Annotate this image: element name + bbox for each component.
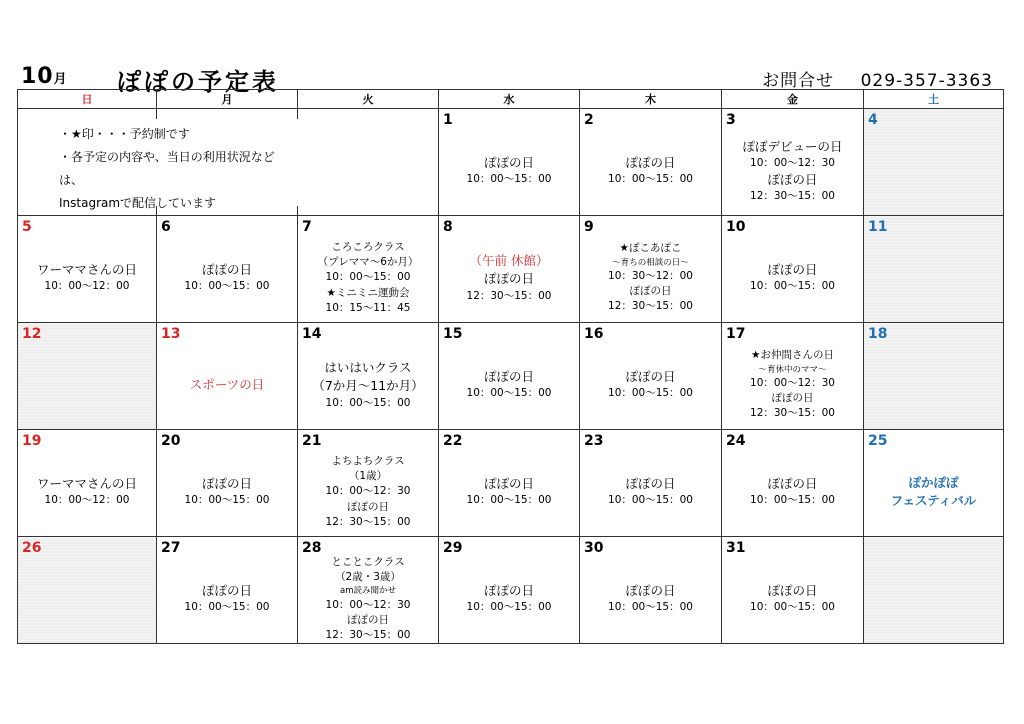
day-number: 4 (868, 112, 878, 128)
day-events (722, 345, 863, 425)
day-number: 22 (443, 433, 463, 449)
event-line: ～育休中のママ～ (758, 364, 827, 375)
event-line: ぽぽの日 (483, 271, 534, 287)
event-line: ワーママさんの日 (36, 476, 137, 492)
event-line: 12：30～15：00 (325, 515, 411, 528)
day-number: 20 (161, 433, 181, 449)
day-number: 6 (161, 219, 171, 235)
event-line: ★お仲間さんの日 (751, 349, 834, 362)
day-cell (18, 430, 157, 537)
event-line: 10：00～15：00 (750, 494, 835, 507)
event-line: 10：00～15：00 (184, 280, 270, 293)
day-cell (157, 216, 298, 323)
day-events (439, 452, 579, 532)
day-events (439, 559, 579, 639)
day-cell (722, 323, 864, 430)
day-number: 26 (22, 540, 42, 556)
notice-line: Instagramで配信しています (59, 196, 217, 210)
event-line: ぽぽの日 (625, 476, 676, 492)
event-line: ぽぽの日 (347, 613, 389, 626)
event-line: ぽぽの日 (483, 476, 534, 492)
day-events (439, 345, 579, 425)
event-line: 12：30～15：00 (750, 190, 835, 203)
event-line: とことこクラス (331, 555, 405, 568)
day-cell (722, 537, 864, 644)
day-number: 19 (22, 433, 42, 449)
event-line: ぽぽの日 (201, 583, 252, 599)
day-events (722, 452, 863, 532)
event-line: 10：00～15：00 (750, 280, 835, 293)
event-line: 10：00～15：00 (466, 173, 552, 186)
event-line: 10：00～15：00 (466, 387, 552, 400)
week-row (18, 430, 1004, 537)
event-line: ぽぽの日 (625, 583, 676, 599)
day-cell (157, 323, 298, 430)
day-cell (864, 537, 1004, 644)
day-number: 10 (726, 219, 746, 235)
event-line: （7か月～11か月） (312, 378, 424, 394)
day-cell (298, 430, 439, 537)
event-line: ぽぽの日 (483, 583, 534, 599)
day-cell (18, 216, 157, 323)
week-row (18, 537, 1004, 644)
weekday-header-row (18, 90, 1004, 109)
event-line: はいはいクラス (324, 360, 412, 376)
weekday-sat: 土 (864, 90, 1004, 109)
event-line: ぽぽの日 (625, 369, 676, 385)
day-events (580, 238, 721, 318)
day-cell (864, 109, 1004, 216)
day-cell (864, 430, 1004, 537)
day-events (157, 559, 297, 639)
day-number: 23 (584, 433, 604, 449)
day-events (580, 452, 721, 532)
contact-info (742, 66, 993, 91)
event-line: ぽぽの日 (483, 155, 534, 171)
event-line: ぽぽの日 (201, 476, 252, 492)
day-events (157, 238, 297, 318)
weekday-wed: 水 (439, 90, 580, 109)
day-events (580, 131, 721, 211)
day-number: 1 (443, 112, 453, 128)
day-events (157, 345, 297, 425)
day-cell (439, 216, 580, 323)
day-number: 31 (726, 540, 746, 556)
event-line: ぽかぽぽ (908, 474, 959, 490)
event-line: ぽぽの日 (767, 262, 818, 278)
day-events (298, 555, 438, 641)
contact-label: お問合せ (762, 71, 835, 91)
event-line: （プレママ～6か月） (317, 256, 419, 269)
day-number: 5 (22, 219, 32, 235)
day-cell (439, 537, 580, 644)
event-line: 10：00～15：00 (325, 271, 411, 284)
day-cell (580, 109, 722, 216)
event-line: （1歳） (348, 470, 388, 483)
day-cell (157, 430, 298, 537)
event-line: 10：00～15：00 (608, 601, 693, 614)
event-line: 10：00～15：00 (750, 601, 835, 614)
day-events (298, 345, 438, 425)
month-label (21, 64, 68, 89)
event-line: ★ぽこあぽこ (619, 242, 682, 255)
page-title: ぽぽの予定表 (117, 68, 279, 96)
event-line: 10：00～15：00 (184, 494, 270, 507)
event-line: ぽぽデビューの日 (742, 138, 843, 154)
day-number: 7 (302, 219, 312, 235)
event-line: 10：15～11：45 (325, 301, 411, 314)
day-cell (298, 109, 439, 216)
event-line: ころころクラス (331, 240, 405, 253)
day-cell (298, 216, 439, 323)
day-cell (157, 537, 298, 644)
day-events (439, 238, 579, 318)
event-line: ぽぽの日 (629, 285, 672, 298)
event-line: （2歳・3歳） (335, 571, 401, 584)
event-line: ぽぽの日 (347, 500, 389, 513)
day-number: 29 (443, 540, 463, 556)
day-cell (439, 109, 580, 216)
weekday-sun: 日 (18, 90, 157, 109)
event-line: 10：00～15：00 (466, 494, 552, 507)
event-line: am読み聞かせ (340, 586, 396, 597)
event-line: 12：30～15：00 (750, 407, 835, 420)
day-number: 15 (443, 326, 463, 342)
event-line: よちよちクラス (331, 454, 405, 467)
day-number: 12 (22, 326, 42, 342)
event-line: 10：00～12：00 (44, 494, 130, 507)
event-line: ぽぽの日 (767, 583, 818, 599)
day-events (439, 131, 579, 211)
day-cell (580, 216, 722, 323)
day-cell (864, 323, 1004, 430)
event-line: 10：00～15：00 (608, 494, 693, 507)
weekday-mon: 月 (157, 90, 298, 109)
week-row (18, 323, 1004, 430)
event-line: 10：00～15：00 (608, 387, 693, 400)
day-events (157, 452, 297, 532)
event-line: ぽぽの日 (767, 476, 818, 492)
day-number: 13 (161, 326, 181, 342)
day-number: 16 (584, 326, 604, 342)
event-line: 10：00～12：30 (750, 376, 835, 389)
day-cell (439, 323, 580, 430)
day-cell (18, 537, 157, 644)
event-line: 12：30～15：00 (466, 289, 552, 302)
weekday-tue: 火 (298, 90, 439, 109)
day-number: 21 (302, 433, 322, 449)
day-events (722, 131, 863, 211)
day-events (18, 238, 156, 318)
event-line: ぽぽの日 (767, 172, 818, 187)
day-number: 17 (726, 326, 746, 342)
day-cell (864, 216, 1004, 323)
day-cell (722, 109, 864, 216)
notice-line: ・★印・・・予約制です (59, 127, 190, 141)
event-line: 10：00～15：00 (466, 601, 552, 614)
day-number: 28 (302, 540, 322, 556)
event-line: ★ミニミニ運動会 (326, 286, 410, 299)
event-line: 10：00～12：30 (750, 156, 835, 169)
day-number: 30 (584, 540, 604, 556)
day-cell (580, 430, 722, 537)
event-line: フェスティバル (890, 493, 977, 508)
event-line: 10：00～15：00 (325, 396, 411, 409)
day-cell (580, 323, 722, 430)
day-cell (18, 323, 157, 430)
day-events (722, 559, 863, 639)
day-cell (298, 537, 439, 644)
event-line: 10：00～15：00 (184, 601, 270, 614)
event-line: 10：00～15：00 (608, 173, 693, 186)
event-line: 12：30～15：00 (325, 628, 411, 641)
month-number: 10 (21, 64, 54, 89)
day-events (580, 559, 721, 639)
day-number: 18 (868, 326, 888, 342)
day-number: 25 (868, 433, 888, 449)
day-cell (722, 430, 864, 537)
event-line: （午前 休館） (469, 253, 549, 269)
day-number: 9 (584, 219, 594, 235)
day-events (18, 452, 156, 532)
event-line: ～育ちの相談の日～ (612, 257, 689, 268)
week-row (18, 216, 1004, 323)
day-events (864, 452, 1003, 532)
event-line: ぽぽの日 (483, 369, 534, 385)
event-line: ぽぽの日 (201, 262, 252, 278)
day-number: 27 (161, 540, 181, 556)
phone-number: 029-357-3363 (860, 71, 993, 91)
day-number: 14 (302, 326, 322, 342)
day-events (580, 345, 721, 425)
event-line: ワーママさんの日 (36, 262, 137, 278)
notice-box (51, 119, 301, 210)
event-line: 10：00～12：00 (44, 280, 130, 293)
calendar-header (17, 62, 1003, 96)
day-cell (580, 537, 722, 644)
event-line: ぽぽの日 (625, 155, 676, 171)
day-cell (298, 323, 439, 430)
day-number: 11 (868, 219, 888, 235)
event-line: スポーツの日 (189, 376, 265, 392)
month-unit: 月 (53, 72, 68, 87)
event-line: ぽぽの日 (771, 392, 814, 405)
event-line: 10：30～12：00 (608, 269, 693, 282)
weekday-fri: 金 (722, 90, 864, 109)
day-events (298, 452, 438, 532)
day-number: 3 (726, 112, 736, 128)
day-events (722, 238, 863, 318)
day-events (298, 238, 438, 318)
day-number: 24 (726, 433, 746, 449)
event-line: 10：00～12：30 (325, 598, 411, 611)
weekday-thu: 木 (580, 90, 722, 109)
event-line: 10：00～12：30 (325, 485, 411, 498)
day-number: 2 (584, 112, 594, 128)
event-line: 12：30～15：00 (608, 300, 693, 313)
day-cell (722, 216, 864, 323)
day-cell (439, 430, 580, 537)
notice-line: ・各予定の内容や、当日の利用状況などは、 (59, 150, 275, 187)
day-number: 8 (443, 219, 453, 235)
